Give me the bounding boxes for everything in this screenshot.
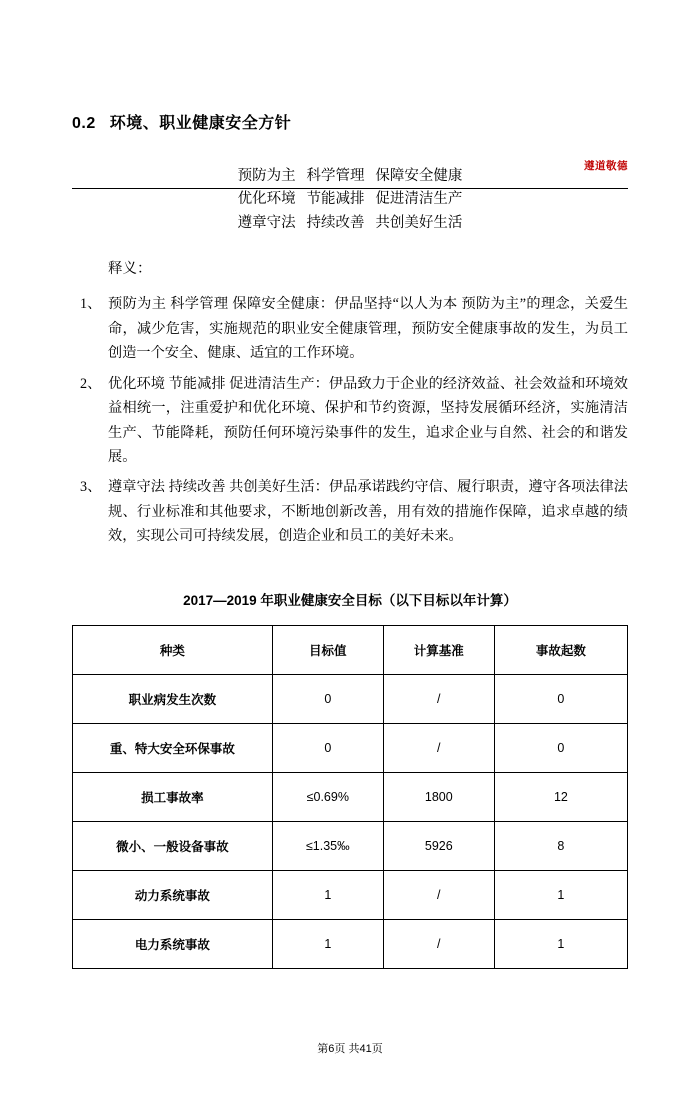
cell-target: 1 — [272, 870, 383, 919]
cell-type: 动力系统事故 — [73, 870, 273, 919]
explanation-list — [72, 292, 628, 548]
cell-count: 0 — [494, 674, 627, 723]
table-row — [73, 772, 628, 821]
section-number: 0.2 — [72, 115, 96, 132]
policy-line-3: 遵章守法 持续改善 共创美好生活 — [237, 214, 463, 231]
table-caption: 2017—2019 年职业健康安全目标（以下目标以年计算） — [183, 592, 517, 608]
cell-basis: / — [383, 723, 494, 772]
cell-count: 12 — [494, 772, 627, 821]
table-row — [73, 919, 628, 968]
cell-target: 0 — [272, 674, 383, 723]
safety-goals-table — [72, 625, 628, 969]
cell-basis: / — [383, 674, 494, 723]
table-header-row — [73, 625, 628, 674]
cell-type: 微小、一般设备事故 — [73, 821, 273, 870]
explanation-label: 释义： — [108, 261, 152, 278]
list-item — [72, 372, 628, 470]
list-item — [72, 292, 628, 365]
policy-line-2: 优化环境 节能减排 促进清洁生产 — [237, 191, 463, 208]
section-heading-text: 环境、职业健康安全方针 — [109, 115, 292, 132]
list-item-text: 预防为主 科学管理 保障安全健康：伊品坚持“以人为本 预防为主”的理念，关爱生命，减少危害，实施规范的职业安全健康管理，预防安全健康事故的发生，为员工创造一个安全、健康、适宜的工作环境。 — [108, 296, 628, 362]
list-item — [72, 475, 628, 548]
table-row — [73, 723, 628, 772]
list-item-marker: 3、 — [80, 479, 102, 496]
cell-type: 职业病发生次数 — [73, 674, 273, 723]
table-row — [73, 870, 628, 919]
cell-type: 重、特大安全环保事故 — [73, 723, 273, 772]
cell-target: 0 — [272, 723, 383, 772]
cell-count: 1 — [494, 919, 627, 968]
cell-count: 8 — [494, 821, 627, 870]
list-item-marker: 1、 — [80, 296, 102, 313]
table-row — [73, 821, 628, 870]
column-header-basis: 计算基准 — [383, 625, 494, 674]
cell-count: 0 — [494, 723, 627, 772]
cell-basis: 1800 — [383, 772, 494, 821]
policy-line-1: 预防为主 科学管理 保障安全健康 — [237, 168, 463, 184]
list-item-text: 遵章守法 持续改善 共创美好生活：伊品承诺践约守信、履行职责，遵守各项法律法规、行业标准和其他要求，不断地创新改善，用有效的措施作保障，追求卓越的绩效，实现公司可持续发展，创造企业和员工的美好未来。 — [108, 479, 628, 545]
cell-type: 电力系统事故 — [73, 919, 273, 968]
policy-statement — [72, 165, 628, 235]
cell-basis: / — [383, 919, 494, 968]
cell-type: 损工事故率 — [73, 772, 273, 821]
list-item-text: 优化环境 节能减排 促进清洁生产：伊品致力于企业的经济效益、社会效益和环境效益相统一，注重爱护和优化环境、保护和节约资源，坚持发展循环经济，实施清洁生产、节能降耗，预防任何环境污染事件的发生，追求企业与自然、社会的和谐发展。 — [108, 375, 628, 465]
cell-basis: 5926 — [383, 821, 494, 870]
cell-target: ≤1.35‰ — [272, 821, 383, 870]
header-divider — [72, 188, 628, 189]
page-title — [72, 110, 628, 133]
column-header-target: 目标值 — [272, 625, 383, 674]
header-note: 遵道敬德 — [584, 160, 628, 172]
cell-count: 1 — [494, 870, 627, 919]
cell-target: 1 — [272, 919, 383, 968]
document-page — [0, 110, 700, 1100]
table-row — [73, 674, 628, 723]
cell-target: ≤0.69% — [272, 772, 383, 821]
column-header-count: 事故起数 — [494, 625, 627, 674]
list-item-marker: 2、 — [80, 375, 102, 392]
page-footer: 第6页 共41页 — [317, 1043, 383, 1055]
cell-basis: / — [383, 870, 494, 919]
column-header-type: 种类 — [73, 625, 273, 674]
